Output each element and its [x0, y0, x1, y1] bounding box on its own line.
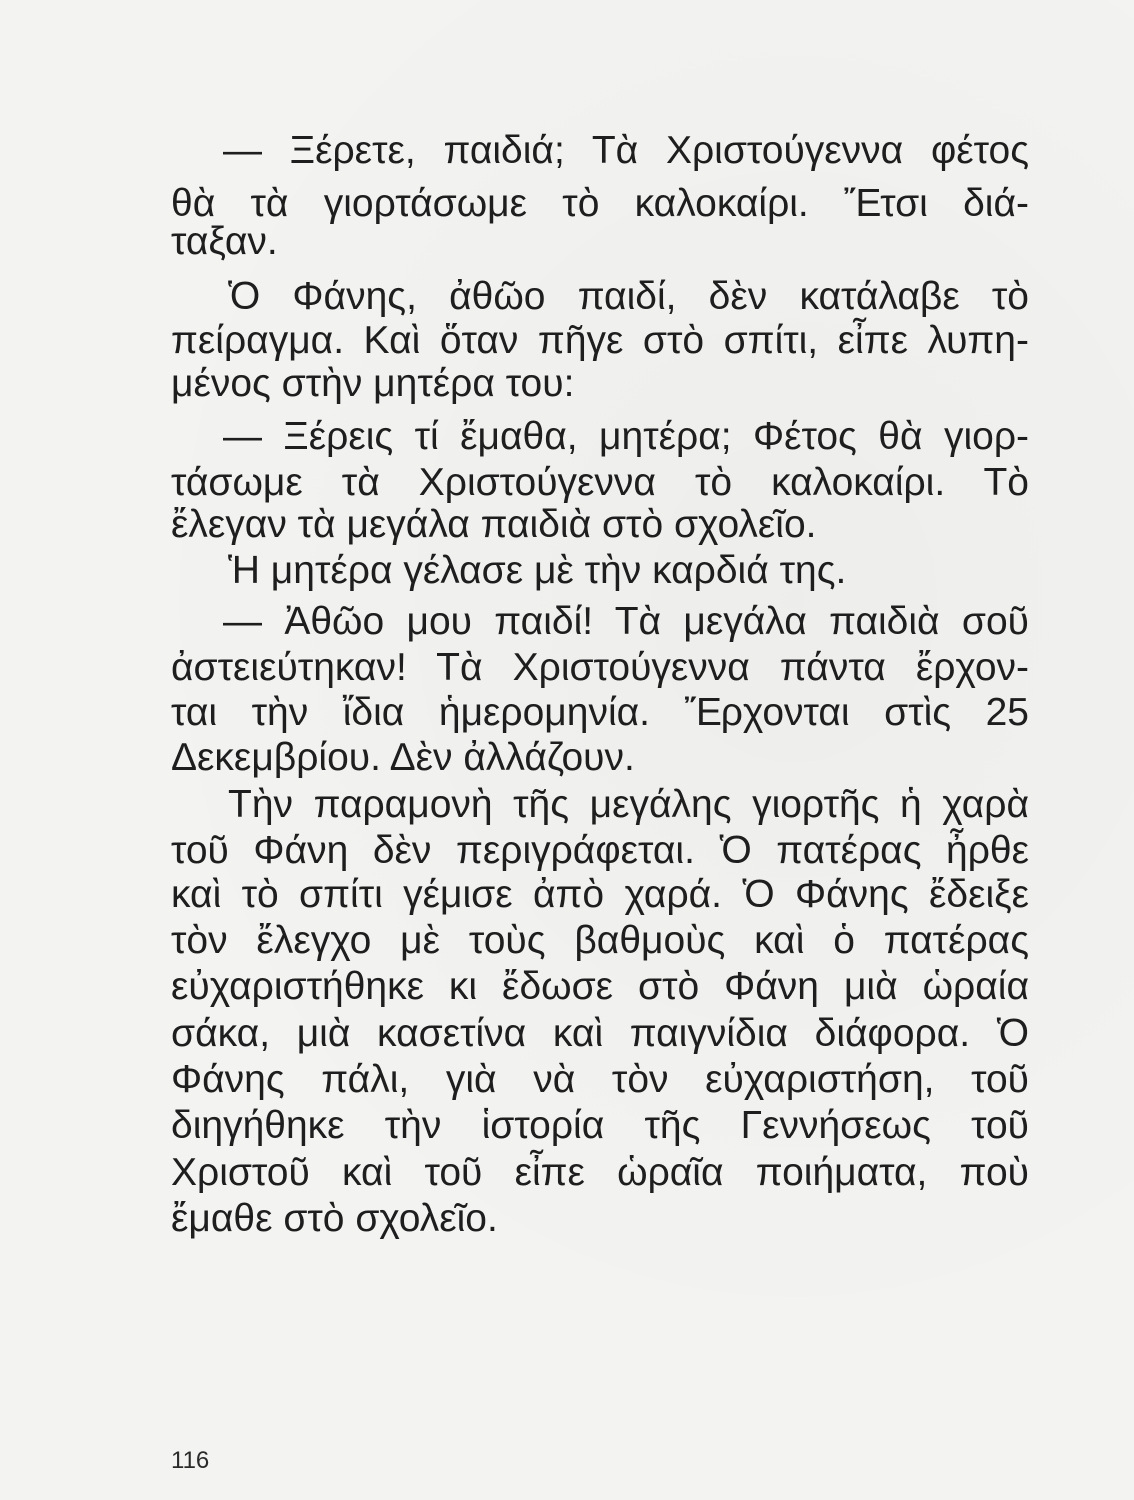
text-line-10: Ἡ μητέρα γέλασε μὲ τὴν καρδιά της.	[228, 549, 847, 592]
text-line-6: μένος στὴν μητέρα του:	[171, 362, 575, 405]
text-line-22: διηγήθηκε τὴν ἱστορία τῆς Γεννήσεως τοῦ	[171, 1104, 1029, 1147]
text-line-20: σάκα, μιὰ κασετίνα καὶ παιγνίδια διάφορα. Ὁ	[171, 1012, 1029, 1055]
text-line-12: ἀστειεύτηκαν! Τὰ Χριστούγεννα πάντα ἔρχον-	[171, 646, 1029, 689]
text-line-19: εὐχαριστήθηκε κι ἔδωσε στὸ Φάνη μιὰ ὡραία	[171, 965, 1029, 1008]
text-line-24: ἔμαθε στὸ σχολεῖο.	[171, 1197, 498, 1240]
page-number: 116	[171, 1447, 210, 1474]
text-line-7: — Ξέρεις τί ἔμαθα, μητέρα; Φέτος θὰ γιορ-	[223, 415, 1029, 458]
text-line-8: τάσωμε τὰ Χριστούγεννα τὸ καλοκαίρι. Τὸ	[171, 461, 1029, 504]
text-line-9: ἔλεγαν τὰ μεγάλα παιδιὰ στὸ σχολεῖο.	[171, 503, 817, 546]
text-line-14: Δεκεμβρίου. Δὲν ἀλλάζουν.	[171, 736, 635, 779]
text-line-1: — Ξέρετε, παιδιά; Τὰ Χριστούγεννα φέτος	[223, 129, 1029, 172]
text-line-3: ταξαν.	[171, 220, 278, 263]
text-line-4: Ὁ Φάνης, ἀθῶο παιδί, δὲν κατάλαβε τὸ	[228, 275, 1029, 318]
text-line-18: τὸν ἔλεγχο μὲ τοὺς βαθμοὺς καὶ ὁ πατέρας	[171, 919, 1029, 962]
text-line-15: Τὴν παραμονὴ τῆς μεγάλης γιορτῆς ἡ χαρὰ	[228, 783, 1029, 826]
text-line-21: Φάνης πάλι, γιὰ νὰ τὸν εὐχαριστήση, τοῦ	[171, 1058, 1029, 1101]
text-line-23: Χριστοῦ καὶ τοῦ εἶπε ὡραῖα ποιήματα, ποὺ	[171, 1151, 1029, 1194]
text-line-16: τοῦ Φάνη δὲν περιγράφεται. Ὁ πατέρας ἦρθε	[171, 829, 1029, 872]
text-line-17: καὶ τὸ σπίτι γέμισε ἀπὸ χαρά. Ὁ Φάνης ἔδειξε	[171, 873, 1029, 916]
text-line-5: πείραγμα. Καὶ ὅταν πῆγε στὸ σπίτι, εἶπε λυπη-	[171, 319, 1029, 362]
text-line-11: — Ἀθῶο μου παιδί! Τὰ μεγάλα παιδιὰ σοῦ	[223, 600, 1029, 643]
text-line-13: ται τὴν ἴδια ἡμερομηνία. Ἔρχονται στὶς 25	[171, 691, 1029, 734]
text-line-2: θὰ τὰ γιορτάσωμε τὸ καλοκαίρι. Ἔτσι διά-	[171, 182, 1029, 225]
